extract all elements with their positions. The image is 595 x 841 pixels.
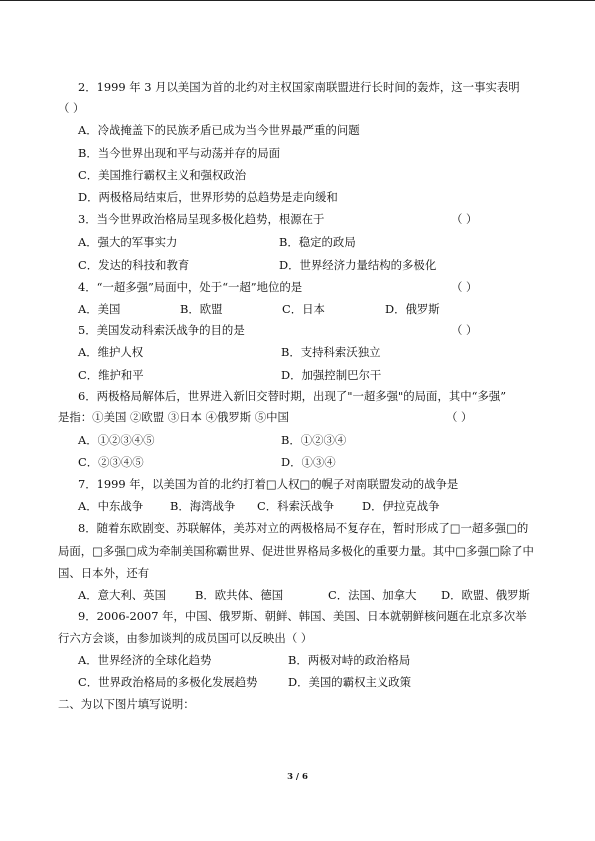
q6-stem-line1: 6．两极格局解体后，世界进入新旧交替时期，出现了"一超多强"的局面，其中“多强” <box>78 389 507 403</box>
section-2-heading: 二、为以下图片填写说明： <box>58 697 195 711</box>
q9-stem-line1: 9．2006-2007 年，中国、俄罗斯、朝鲜、韩国、美国、日本就朝鲜核问题在北京多次举 <box>78 609 527 623</box>
q9-option-d: D．美国的霸权主义政策 <box>288 675 412 689</box>
q2-option-d: D．两极格局结束后，世界形势的总趋势是走向缓和 <box>78 190 338 204</box>
q2-option-a: A．冷战掩盖下的民族矛盾已成为当今世界最严重的问题 <box>78 123 360 137</box>
q8-option-d: D．欧盟、俄罗斯 <box>441 588 530 602</box>
q8-stem-line3: 国、日本外，还有 <box>58 566 150 580</box>
q4-option-d: D．俄罗斯 <box>385 302 440 316</box>
q4-stem: 4．“一超多强”局面中，处于“一超”地位的是 <box>78 280 303 294</box>
q4-option-a: A．美国 <box>78 302 121 316</box>
q5-stem: 5．美国发动科索沃战争的目的是 <box>78 323 245 337</box>
q5-option-d: D．加强控制巴尔干 <box>281 368 382 382</box>
q2-option-b: B．当今世界出现和平与动荡并存的局面 <box>78 146 281 160</box>
page-number: 3 / 6 <box>287 772 308 782</box>
q7-option-d: D．伊拉克战争 <box>362 499 440 513</box>
q5-option-b: B．支持科索沃独立 <box>281 345 381 359</box>
q8-option-a: A．意大利、英国 <box>78 588 166 602</box>
q7-option-c: C．科索沃战争 <box>257 499 335 513</box>
q3-option-b: B．稳定的政局 <box>279 235 356 249</box>
q3-option-d: D．世界经济力量结构的多极化 <box>279 258 437 272</box>
q7-stem: 7．1999 年，以美国为首的北约打着□人权□的幌子对南联盟发动的战争是 <box>78 477 459 491</box>
q3-answer-paren: （ ） <box>451 212 478 226</box>
q2-option-c: C．美国推行霸权主义和强权政治 <box>78 168 247 182</box>
q2-stem-line2: （ ） <box>58 101 85 115</box>
q7-option-a: A．中东战争 <box>78 499 144 513</box>
q8-option-c: C．法国、加拿大 <box>328 588 417 602</box>
q9-option-a: A．世界经济的全球化趋势 <box>78 653 212 667</box>
q6-stem-line2: 是指：①美国 ②欧盟 ③日本 ④俄罗斯 ⑤中国 <box>58 410 289 424</box>
q6-option-a: A．①②③④⑤ <box>78 433 155 447</box>
q3-option-c: C．发达的科技和教育 <box>78 258 190 272</box>
q8-stem-line1: 8．随着东欧剧变、苏联解体，美苏对立的两极格局不复存在，暂时形成了□一超多强□的 <box>78 521 529 535</box>
q7-option-b: B．海湾战争 <box>170 499 236 513</box>
q4-answer-paren: （ ） <box>451 280 478 294</box>
q4-option-c: C．日本 <box>282 302 325 316</box>
q5-option-a: A．维护人权 <box>78 345 144 359</box>
q8-option-b: B．欧共体、德国 <box>195 588 284 602</box>
q6-answer-paren: （ ） <box>446 410 473 424</box>
q9-option-b: B．两极对峙的政治格局 <box>288 653 411 667</box>
q6-option-c: C．②③④⑤ <box>78 455 144 469</box>
q2-stem-line1: 2．1999 年 3 月以美国为首的北约对主权国家南联盟进行长时间的轰炸，这一事实表明 <box>78 80 520 94</box>
q3-option-a: A．强大的军事实力 <box>78 235 178 249</box>
q3-stem: 3．当今世界政治格局呈现多极化趋势，根源在于 <box>78 212 325 226</box>
q6-option-b: B．①②③④ <box>281 433 347 447</box>
q9-stem-line2: 行六方会谈，由参加谈判的成员国可以反映出（ ） <box>58 631 313 645</box>
q4-option-b: B．欧盟 <box>180 302 223 316</box>
q8-stem-line2: 局面，□多强□成为牵制美国称霸世界、促进世界格局多极化的重要力量。其中□多强□除了中 <box>58 544 534 558</box>
q5-answer-paren: （ ） <box>451 323 478 337</box>
q5-option-c: C．维护和平 <box>78 368 144 382</box>
q9-option-c: C．世界政治格局的多极化发展趋势 <box>78 675 258 689</box>
q6-option-d: D．①③④ <box>281 455 336 469</box>
